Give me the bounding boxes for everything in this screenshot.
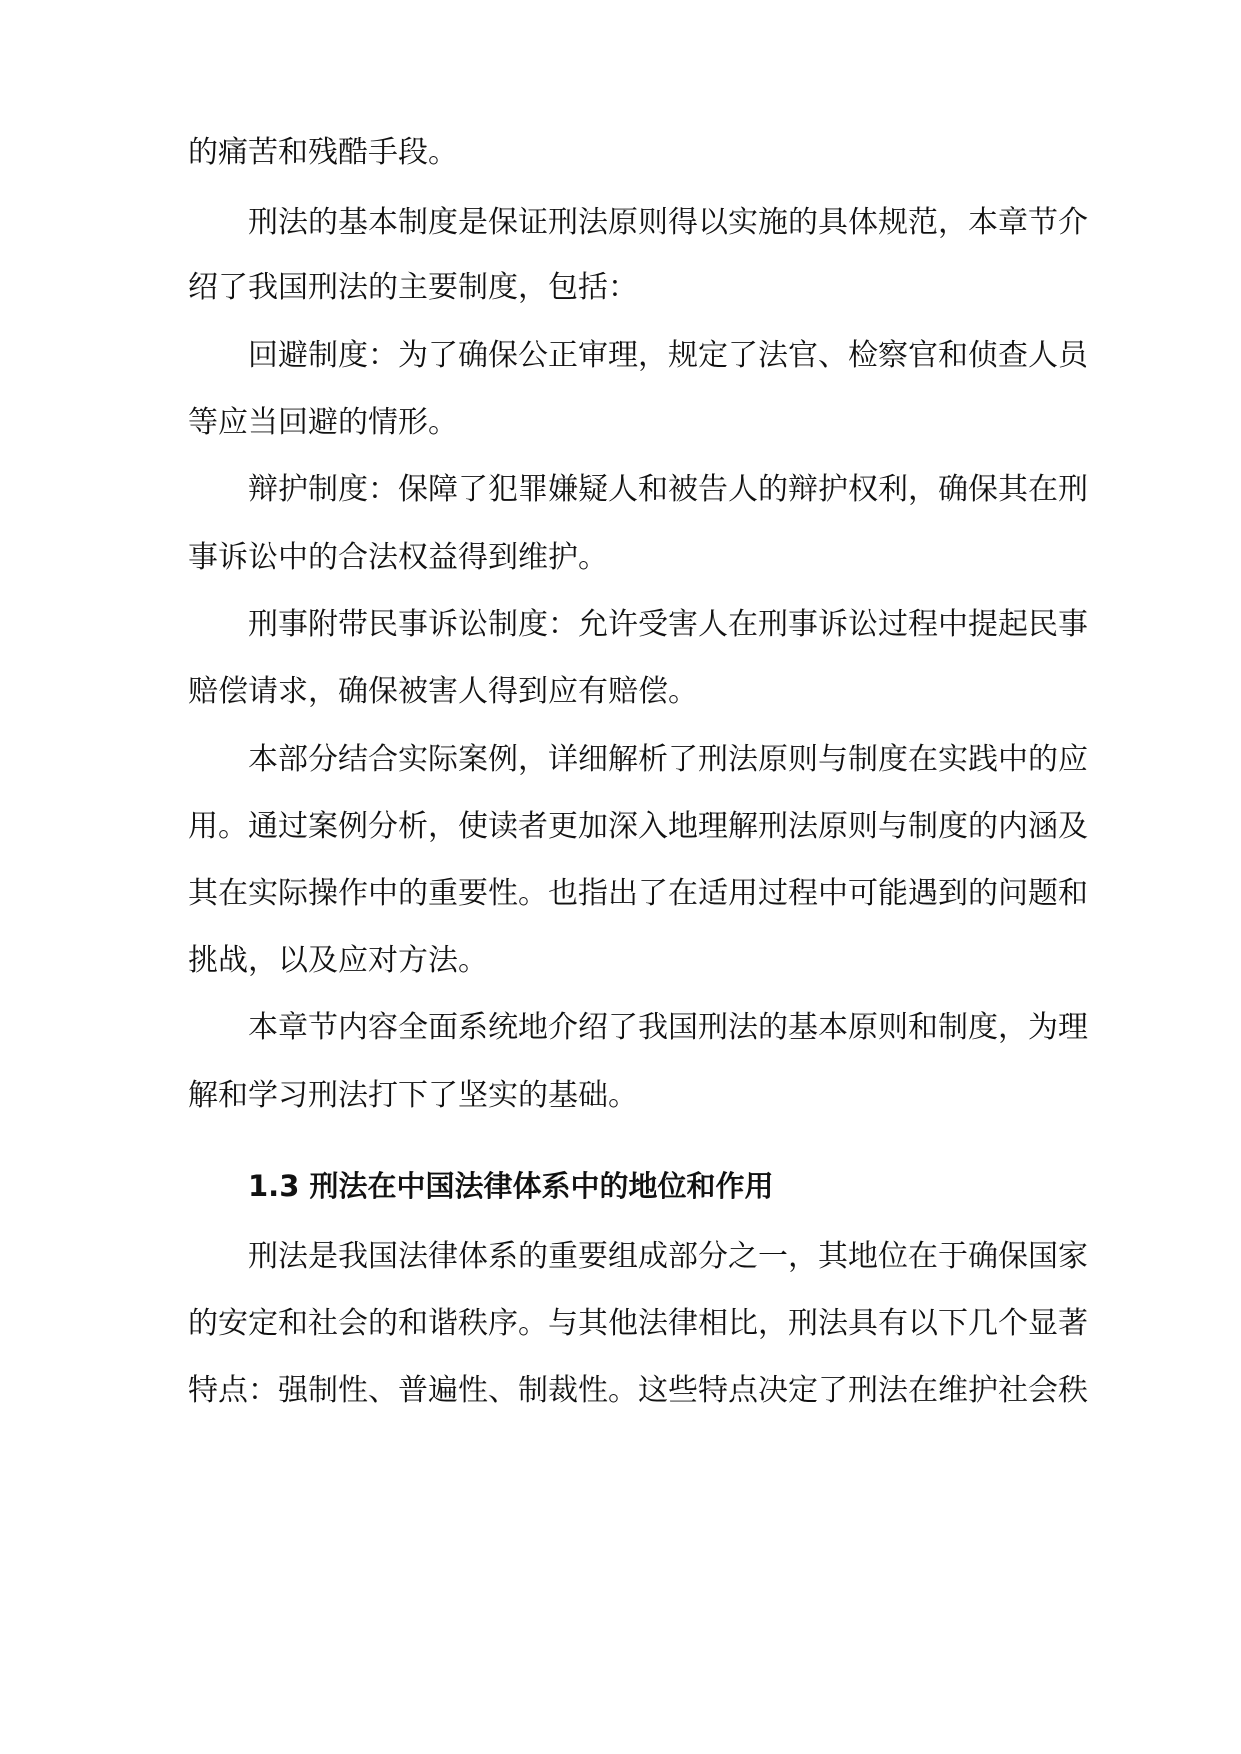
section-heading: 1.3 刑法在中国法律体系中的地位和作用 xyxy=(248,1169,774,1203)
paragraph-line: 特点：强制性、普遍性、制裁性。这些特点决定了刑法在维护社会秩 xyxy=(188,1373,1088,1408)
paragraph-line: 刑法是我国法律体系的重要组成部分之一，其地位在于确保国家 xyxy=(248,1239,1088,1274)
paragraph-line: 赔偿请求，确保被害人得到应有赔偿。 xyxy=(188,674,698,709)
paragraph-line: 本章节内容全面系统地介绍了我国刑法的基本原则和制度，为理 xyxy=(248,1010,1088,1045)
paragraph-line: 刑事附带民事诉讼制度：允许受害人在刑事诉讼过程中提起民事 xyxy=(248,607,1088,642)
paragraph-line: 用。通过案例分析，使读者更加深入地理解刑法原则与制度的内涵及 xyxy=(188,809,1088,844)
paragraph-line: 等应当回避的情形。 xyxy=(188,405,458,440)
paragraph-line: 本部分结合实际案例，详细解析了刑法原则与制度在实践中的应 xyxy=(248,742,1088,777)
paragraph-line: 刑法的基本制度是保证刑法原则得以实施的具体规范，本章节介 xyxy=(248,205,1088,240)
paragraph-line: 解和学习刑法打下了坚实的基础。 xyxy=(188,1078,638,1113)
paragraph-line: 回避制度：为了确保公正审理，规定了法官、检察官和侦查人员 xyxy=(248,338,1088,373)
paragraph-line: 其在实际操作中的重要性。也指出了在适用过程中可能遇到的问题和 xyxy=(188,876,1088,911)
paragraph-line: 辩护制度：保障了犯罪嫌疑人和被告人的辩护权利，确保其在刑 xyxy=(248,472,1088,507)
paragraph-line: 的安定和社会的和谐秩序。与其他法律相比，刑法具有以下几个显著 xyxy=(188,1306,1088,1341)
paragraph-line: 事诉讼中的合法权益得到维护。 xyxy=(188,540,608,575)
paragraph-line: 的痛苦和残酷手段。 xyxy=(188,135,458,170)
paragraph-line: 挑战，以及应对方法。 xyxy=(188,943,488,978)
paragraph-line: 绍了我国刑法的主要制度，包括： xyxy=(188,270,638,305)
